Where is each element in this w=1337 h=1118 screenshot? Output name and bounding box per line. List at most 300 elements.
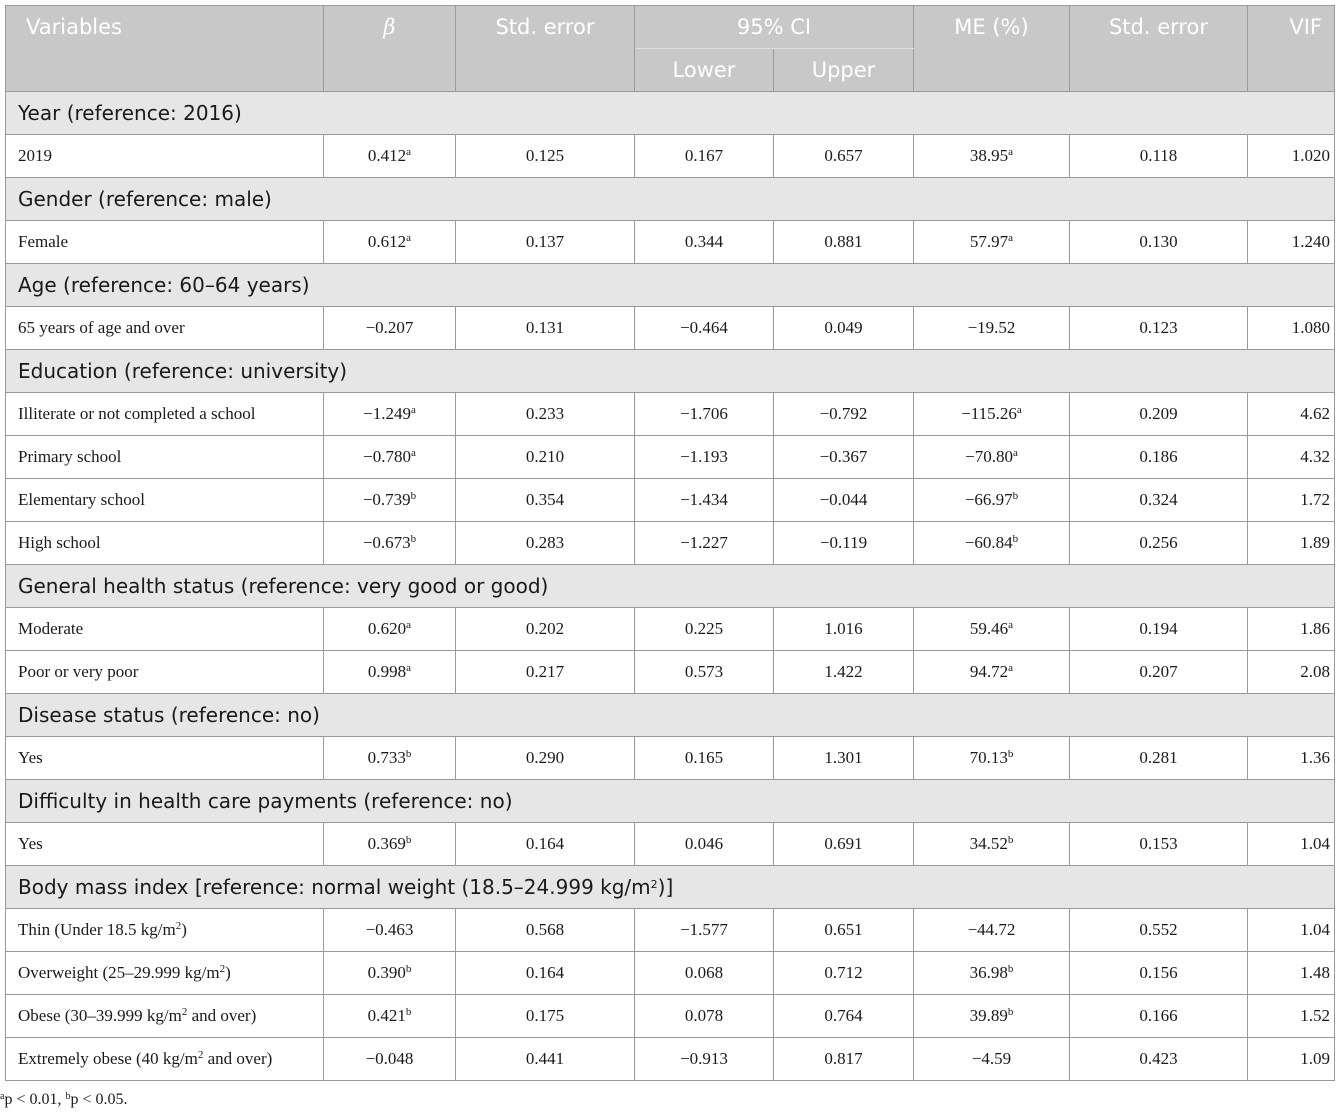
cell-me [914, 135, 1070, 178]
cell-ci-upper-value: 0.881 [824, 232, 863, 251]
cell-std-error-me-value: 0.123 [1139, 318, 1178, 337]
cell-ci-upper [774, 135, 914, 178]
cell-std-error-value: 0.164 [525, 834, 565, 853]
table-row [6, 1038, 1335, 1081]
cell-ci-upper [774, 522, 914, 565]
row-label [6, 995, 324, 1038]
cell-vif [1248, 436, 1335, 479]
cell-me [914, 393, 1070, 436]
header-me: ME (%) [914, 6, 1070, 92]
row-label-text: Thin (Under 18.5 kg/m [18, 920, 176, 939]
cell-beta [324, 221, 456, 264]
cell-beta [324, 952, 456, 995]
cell-vif-value: 1.48 [1300, 963, 1330, 982]
cell-ci-lower [635, 135, 774, 178]
table-row [6, 737, 1335, 780]
cell-std-error-me-value: 0.153 [1139, 834, 1178, 853]
cell-me [914, 307, 1070, 350]
cell-ci-upper [774, 651, 914, 694]
row-label-text: High school [18, 533, 101, 552]
cell-ci-upper-value: 0.691 [824, 834, 863, 853]
table-body [6, 92, 1335, 1081]
cell-std-error-me-value: 0.166 [1139, 1006, 1178, 1025]
cell-beta-significance: a [410, 447, 416, 459]
cell-beta-value: 0.390 [367, 963, 406, 982]
row-label [6, 479, 324, 522]
cell-me-value: 34.52 [969, 834, 1008, 853]
cell-beta-value: 0.612 [367, 232, 407, 251]
cell-ci-lower-value: 0.167 [684, 146, 724, 165]
row-label [6, 221, 324, 264]
section-title-after: )] [657, 875, 674, 899]
cell-ci-lower-value: −1.227 [680, 533, 728, 552]
cell-vif [1248, 135, 1335, 178]
cell-vif [1248, 479, 1335, 522]
cell-beta-significance: b [410, 533, 417, 545]
row-label-after: and over) [203, 1049, 273, 1068]
section-title-text: General health status (reference: very good or good) [18, 574, 549, 598]
cell-beta [324, 995, 456, 1038]
cell-beta-significance: b [405, 748, 412, 760]
row-label-text: Poor or very poor [18, 662, 139, 681]
cell-me-significance: b [1007, 748, 1014, 760]
cell-me [914, 823, 1070, 866]
table-row [6, 995, 1335, 1038]
cell-std-error [456, 651, 635, 694]
cell-ci-lower [635, 608, 774, 651]
row-label-after: ) [181, 920, 187, 939]
cell-std-error-me [1070, 393, 1248, 436]
row-label [6, 952, 324, 995]
cell-ci-upper [774, 307, 914, 350]
cell-vif-value: 1.240 [1291, 232, 1330, 251]
cell-ci-upper-value: 0.651 [824, 920, 863, 939]
cell-me [914, 1038, 1070, 1081]
section-title-text: Year (reference: 2016) [18, 101, 242, 125]
cell-beta [324, 608, 456, 651]
cell-std-error [456, 823, 635, 866]
cell-ci-upper-value: −0.367 [819, 447, 868, 466]
footnote-b-text: p < 0.05. [70, 1091, 128, 1108]
cell-beta-value: 0.733 [367, 748, 406, 767]
cell-std-error-me-value: 0.156 [1139, 963, 1178, 982]
cell-std-error-me-value: 0.207 [1139, 662, 1178, 681]
header-beta: β [324, 6, 456, 92]
cell-vif [1248, 1038, 1335, 1081]
cell-std-error-value: 0.175 [525, 1006, 565, 1025]
cell-std-error [456, 522, 635, 565]
cell-std-error-value: 0.202 [525, 619, 565, 638]
header-std-error-me: Std. error [1070, 6, 1248, 92]
cell-ci-upper [774, 909, 914, 952]
cell-ci-lower-value: −0.464 [680, 318, 728, 337]
row-label [6, 737, 324, 780]
cell-std-error [456, 479, 635, 522]
cell-me-value: −4.59 [971, 1049, 1012, 1068]
cell-me-value: −44.72 [967, 920, 1016, 939]
cell-beta-value: −0.463 [365, 920, 414, 939]
cell-beta [324, 909, 456, 952]
cell-ci-upper-value: 1.301 [824, 748, 863, 767]
cell-me-significance: b [1007, 963, 1014, 975]
cell-vif [1248, 307, 1335, 350]
cell-beta [324, 393, 456, 436]
cell-me [914, 651, 1070, 694]
cell-vif-value: 1.86 [1300, 619, 1330, 638]
cell-me-significance: a [1008, 662, 1014, 674]
cell-ci-lower-value: −0.913 [680, 1049, 728, 1068]
cell-vif-value: 1.04 [1300, 920, 1330, 939]
cell-std-error-me-value: 0.281 [1139, 748, 1178, 767]
cell-ci-lower-value: 0.046 [684, 834, 724, 853]
table-row [6, 436, 1335, 479]
cell-std-error-me-value: 0.552 [1139, 920, 1178, 939]
cell-me-significance: a [1016, 404, 1022, 416]
cell-beta [324, 1038, 456, 1081]
cell-ci-upper-value: 0.712 [824, 963, 863, 982]
row-label-after: ) [225, 963, 231, 982]
cell-std-error-value: 0.283 [525, 533, 565, 552]
cell-std-error-me [1070, 651, 1248, 694]
row-label-after: and over) [187, 1006, 257, 1025]
cell-beta [324, 737, 456, 780]
cell-ci-lower-value: −1.577 [680, 920, 728, 939]
row-label-text: Yes [18, 834, 43, 853]
cell-me-significance: a [1008, 146, 1014, 158]
cell-me-significance: a [1012, 447, 1018, 459]
table-header [6, 6, 1335, 92]
cell-vif [1248, 393, 1335, 436]
table-row [6, 135, 1335, 178]
section-title [6, 565, 1335, 608]
cell-beta-value: 0.421 [367, 1006, 406, 1025]
cell-std-error-value: 0.441 [525, 1049, 565, 1068]
cell-vif-value: 1.080 [1291, 318, 1330, 337]
cell-std-error [456, 608, 635, 651]
row-label [6, 135, 324, 178]
header-variables: Variables [6, 6, 324, 92]
row-label [6, 522, 324, 565]
cell-me-value: −19.52 [967, 318, 1016, 337]
cell-ci-upper-value: −0.792 [819, 404, 868, 423]
header-ci: 95% CI [635, 6, 914, 49]
cell-vif-value: 1.52 [1300, 1006, 1330, 1025]
row-label-text: Extremely obese (40 kg/m [18, 1049, 198, 1068]
cell-beta-value: −0.739 [362, 490, 411, 509]
cell-ci-lower [635, 307, 774, 350]
cell-me-value: 38.95 [969, 146, 1009, 165]
cell-vif-value: 2.08 [1300, 662, 1330, 681]
footnote-a-text: p < 0.01, [4, 1091, 66, 1108]
cell-ci-upper [774, 737, 914, 780]
cell-std-error-me [1070, 1038, 1248, 1081]
cell-me [914, 436, 1070, 479]
cell-std-error-me-value: 0.118 [1139, 146, 1178, 165]
cell-std-error [456, 995, 635, 1038]
cell-std-error [456, 307, 635, 350]
cell-std-error-value: 0.217 [525, 662, 565, 681]
cell-vif [1248, 909, 1335, 952]
row-label [6, 307, 324, 350]
cell-vif [1248, 737, 1335, 780]
cell-vif [1248, 221, 1335, 264]
table-row [6, 823, 1335, 866]
cell-std-error-me-value: 0.324 [1139, 490, 1178, 509]
section-title-text: Body mass index [reference: normal weight (18.5–24.999 kg/m [18, 875, 651, 899]
footnote-a-marker: a [0, 1091, 5, 1102]
cell-beta-value: −0.673 [362, 533, 411, 552]
cell-beta-value: 0.620 [367, 619, 407, 638]
cell-ci-upper [774, 393, 914, 436]
cell-std-error-me-value: 0.209 [1139, 404, 1178, 423]
cell-ci-lower [635, 995, 774, 1038]
cell-beta-value: −0.048 [365, 1049, 414, 1068]
section-title [6, 780, 1335, 823]
cell-me-value: 70.13 [969, 748, 1008, 767]
cell-beta-significance: a [406, 146, 412, 158]
cell-beta-significance: b [410, 490, 417, 502]
cell-me [914, 522, 1070, 565]
cell-ci-lower [635, 436, 774, 479]
cell-vif-value: 1.89 [1300, 533, 1330, 552]
cell-std-error-value: 0.354 [525, 490, 565, 509]
cell-std-error-value: 0.233 [525, 404, 565, 423]
cell-std-error-me [1070, 952, 1248, 995]
row-label-text: Illiterate or not completed a school [18, 404, 256, 423]
section-row [6, 178, 1335, 221]
cell-ci-upper [774, 823, 914, 866]
cell-ci-lower [635, 1038, 774, 1081]
section-title [6, 178, 1335, 221]
cell-ci-upper-value: 0.049 [824, 318, 863, 337]
row-label-text: 2019 [18, 146, 52, 165]
footnote-b-marker: b [65, 1091, 71, 1102]
cell-vif-value: 1.020 [1291, 146, 1330, 165]
section-title-superscript: 2 [650, 878, 658, 891]
section-title-text: Age (reference: 60–64 years) [18, 273, 310, 297]
cell-me-value: 36.98 [969, 963, 1008, 982]
cell-beta-significance: b [405, 834, 412, 846]
cell-me-significance: b [1007, 1006, 1014, 1018]
cell-ci-upper-value: 0.657 [824, 146, 863, 165]
row-label-superscript: 2 [219, 963, 226, 975]
row-label-text: Elementary school [18, 490, 145, 509]
cell-std-error-me [1070, 995, 1248, 1038]
regression-table [5, 5, 1335, 1081]
cell-vif [1248, 952, 1335, 995]
cell-ci-lower [635, 221, 774, 264]
cell-ci-lower-value: 0.225 [684, 619, 724, 638]
row-label-superscript: 2 [175, 920, 182, 932]
cell-ci-upper [774, 479, 914, 522]
cell-beta-significance: a [406, 232, 412, 244]
cell-me-value: −60.84 [964, 533, 1013, 552]
cell-std-error [456, 909, 635, 952]
cell-std-error [456, 1038, 635, 1081]
cell-vif [1248, 995, 1335, 1038]
cell-beta-significance: a [406, 619, 412, 631]
cell-ci-lower [635, 522, 774, 565]
cell-vif [1248, 522, 1335, 565]
cell-beta-value: −0.780 [363, 447, 411, 466]
cell-beta [324, 135, 456, 178]
cell-beta-value: 0.412 [367, 146, 407, 165]
cell-std-error-me [1070, 436, 1248, 479]
cell-std-error-me-value: 0.423 [1139, 1049, 1178, 1068]
cell-beta-significance: a [406, 662, 412, 674]
cell-me [914, 909, 1070, 952]
cell-ci-upper-value: −0.119 [819, 533, 868, 552]
table-row [6, 952, 1335, 995]
cell-ci-lower-value: 0.573 [684, 662, 724, 681]
row-label [6, 393, 324, 436]
cell-std-error [456, 393, 635, 436]
cell-ci-upper [774, 1038, 914, 1081]
cell-std-error-value: 0.290 [525, 748, 565, 767]
cell-std-error-me [1070, 823, 1248, 866]
footnote [0, 1091, 128, 1109]
cell-me-value: −66.97 [964, 490, 1013, 509]
cell-ci-upper-value: 1.422 [824, 662, 863, 681]
cell-beta [324, 436, 456, 479]
cell-ci-lower [635, 393, 774, 436]
cell-me-significance: a [1008, 232, 1014, 244]
cell-beta-value: −1.249 [363, 404, 411, 423]
table-row [6, 651, 1335, 694]
row-label [6, 651, 324, 694]
cell-ci-lower-value: 0.165 [684, 748, 724, 767]
cell-ci-lower [635, 651, 774, 694]
section-title-text: Gender (reference: male) [18, 187, 272, 211]
cell-beta-value: −0.207 [365, 318, 414, 337]
cell-std-error-value: 0.164 [525, 963, 565, 982]
cell-ci-lower-value: −1.434 [680, 490, 728, 509]
row-label [6, 608, 324, 651]
cell-std-error [456, 737, 635, 780]
section-title-text: Disease status (reference: no) [18, 703, 320, 727]
cell-vif-value: 1.72 [1300, 490, 1330, 509]
cell-beta [324, 823, 456, 866]
cell-std-error [456, 135, 635, 178]
section-title [6, 264, 1335, 307]
cell-ci-upper [774, 952, 914, 995]
cell-me [914, 479, 1070, 522]
cell-vif [1248, 651, 1335, 694]
cell-me-value: 59.46 [969, 619, 1009, 638]
cell-ci-lower [635, 909, 774, 952]
header-ci-upper: Upper [774, 49, 914, 92]
row-label-text: Primary school [18, 447, 122, 466]
cell-ci-lower [635, 952, 774, 995]
cell-ci-upper [774, 995, 914, 1038]
cell-me-significance: b [1012, 490, 1019, 502]
cell-beta-significance: b [405, 1006, 412, 1018]
cell-vif-value: 4.62 [1300, 404, 1330, 423]
section-row [6, 866, 1335, 909]
cell-std-error-me [1070, 135, 1248, 178]
cell-beta [324, 522, 456, 565]
cell-beta [324, 307, 456, 350]
cell-ci-upper-value: 1.016 [824, 619, 863, 638]
cell-std-error-me [1070, 307, 1248, 350]
cell-me-significance: b [1007, 834, 1014, 846]
cell-beta-value: 0.369 [367, 834, 406, 853]
cell-ci-lower-value: −1.706 [680, 404, 728, 423]
section-row [6, 350, 1335, 393]
cell-std-error [456, 221, 635, 264]
table-row [6, 479, 1335, 522]
cell-std-error-me [1070, 608, 1248, 651]
cell-vif [1248, 823, 1335, 866]
row-label-text: Overweight (25–29.999 kg/m [18, 963, 220, 982]
cell-me-value: 94.72 [969, 662, 1009, 681]
cell-me [914, 952, 1070, 995]
cell-std-error-value: 0.131 [525, 318, 565, 337]
section-title [6, 694, 1335, 737]
cell-me [914, 995, 1070, 1038]
table-row [6, 909, 1335, 952]
cell-std-error-me [1070, 522, 1248, 565]
cell-ci-upper [774, 608, 914, 651]
section-row [6, 780, 1335, 823]
cell-me-value: 57.97 [969, 232, 1009, 251]
row-label [6, 436, 324, 479]
cell-ci-upper-value: 0.764 [824, 1006, 863, 1025]
cell-ci-upper [774, 221, 914, 264]
row-label [6, 823, 324, 866]
section-title [6, 350, 1335, 393]
cell-std-error-value: 0.568 [525, 920, 565, 939]
cell-ci-lower-value: −1.193 [680, 447, 728, 466]
header-vif: VIF [1248, 6, 1335, 92]
cell-me-significance: a [1008, 619, 1014, 631]
section-title [6, 92, 1335, 135]
row-label-text: Obese (30–39.999 kg/m [18, 1006, 182, 1025]
cell-me-value: −115.26 [961, 404, 1017, 423]
cell-vif-value: 1.36 [1300, 748, 1330, 767]
section-title [6, 866, 1335, 909]
cell-me-value: −70.80 [965, 447, 1013, 466]
cell-me-significance: b [1012, 533, 1019, 545]
header-ci-lower: Lower [635, 49, 774, 92]
cell-ci-lower [635, 479, 774, 522]
section-title-text: Education (reference: university) [18, 359, 348, 383]
cell-ci-lower-value: 0.344 [684, 232, 724, 251]
cell-std-error-me [1070, 909, 1248, 952]
cell-std-error-value: 0.137 [525, 232, 565, 251]
table-row [6, 522, 1335, 565]
row-label-text: Female [18, 232, 69, 251]
cell-std-error-value: 0.210 [525, 447, 565, 466]
cell-me [914, 221, 1070, 264]
header-std-error: Std. error [456, 6, 635, 92]
cell-me-value: 39.89 [969, 1006, 1008, 1025]
cell-ci-lower [635, 737, 774, 780]
cell-std-error-me-value: 0.194 [1139, 619, 1178, 638]
row-label [6, 1038, 324, 1081]
cell-vif [1248, 608, 1335, 651]
cell-ci-lower [635, 823, 774, 866]
cell-beta-significance: b [405, 963, 412, 975]
row-label-superscript: 2 [197, 1049, 204, 1061]
cell-std-error [456, 952, 635, 995]
cell-std-error-me-value: 0.130 [1139, 232, 1178, 251]
section-row [6, 694, 1335, 737]
cell-vif-value: 1.04 [1300, 834, 1330, 853]
row-label [6, 909, 324, 952]
table-row [6, 307, 1335, 350]
cell-std-error-me [1070, 479, 1248, 522]
